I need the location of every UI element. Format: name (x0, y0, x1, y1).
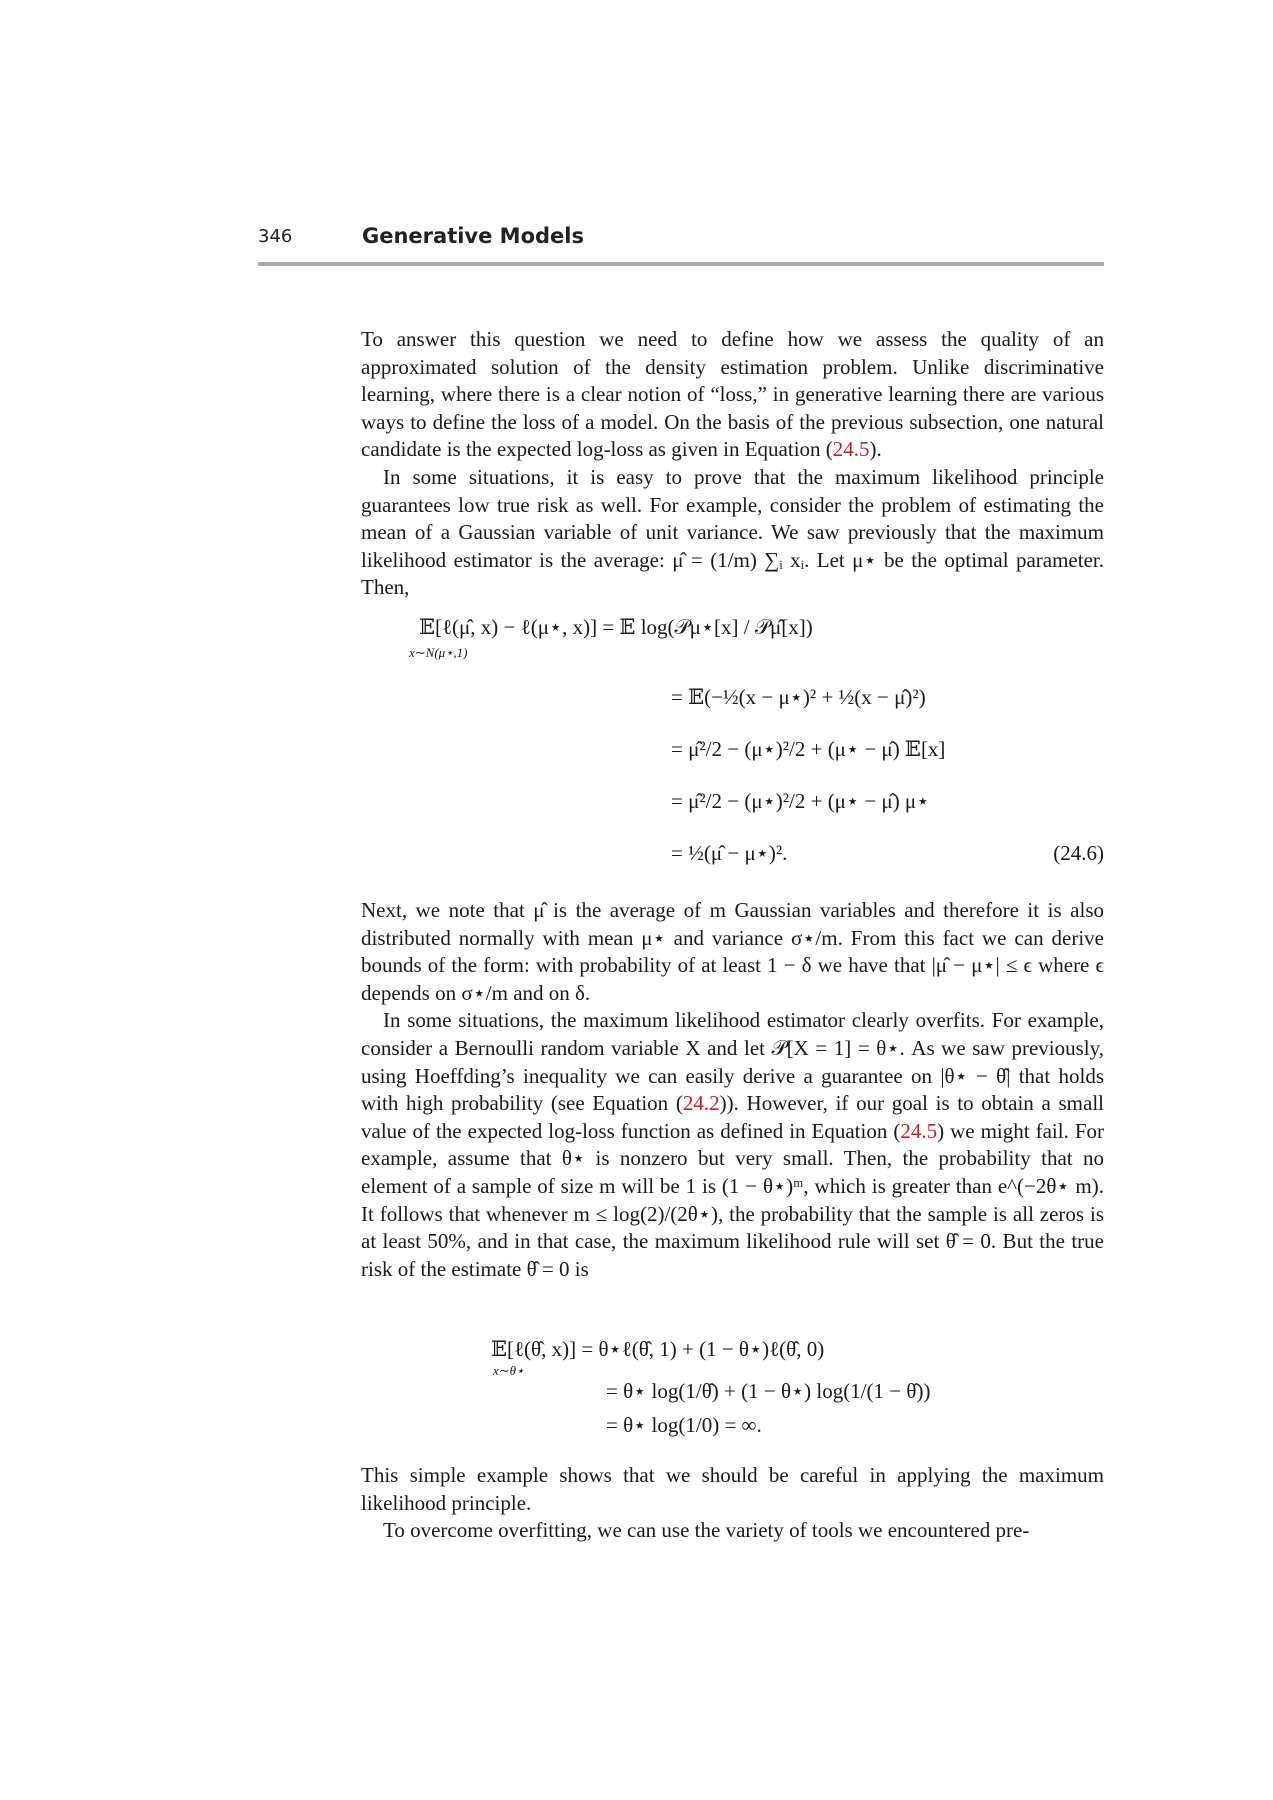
equation-line-4: = μ̂²/2 − (μ⋆)²/2 + (μ⋆ − μ̂) μ⋆ (671, 789, 930, 813)
risk-line-3: = θ⋆ log(1/0) = ∞. (606, 1413, 762, 1437)
risk-line-2: = θ⋆ log(1/θ̂) + (1 − θ⋆) log(1/(1 − θ̂)) (606, 1379, 931, 1403)
equation-number: (24.6) (1053, 841, 1104, 865)
paragraph-1: To answer this question we need to define how we assess the quality of an approximated solution of the density estimation problem. Unlike discriminative learning, where there is a clear notion of “loss,” in generative learning there are various ways to define the loss of a model. On the basis of the previous subsection, one natural candidate is the expected log-loss as given in Equation (24.5). (361, 327, 1104, 462)
equation-line-5: = ½(μ̂ − μ⋆)². (671, 841, 788, 865)
equation-line-1: 𝔼[ℓ(μ̂, x) − ℓ(μ⋆, x)] = 𝔼 log(𝒫μ⋆[x] / 𝒫μ̂[x]) (419, 615, 813, 639)
equation-24-6 (361, 615, 1104, 885)
equation-risk (361, 1337, 1104, 1447)
running-title: Generative Models (362, 224, 584, 248)
running-header (258, 222, 1104, 266)
expectation-subscript: x∼N(μ⋆,1) (409, 645, 468, 660)
equation-ref-link[interactable]: 24.5 (900, 1118, 938, 1143)
paragraph-2: In some situations, it is easy to prove that the maximum likelihood principle guarantees low true risk as well. For example, consider the problem of estimating the mean of a Gaussian variable of unit variance. We saw previously that the maximum likelihood estimator is the average: μ̂ = (1/m) ∑ᵢ xᵢ. Let μ⋆ be the optimal parameter. Then, (361, 464, 1104, 600)
equation-line-3: = μ̂²/2 − (μ⋆)²/2 + (μ⋆ − μ̂) 𝔼[x] (671, 737, 946, 761)
paragraph-5: This simple example shows that we should be careful in applying the maximum likelihood principle. (361, 1463, 1104, 1515)
equation-ref-link[interactable]: 24.2 (682, 1091, 720, 1116)
risk-line-1: 𝔼[ℓ(θ̂, x)] = θ⋆ℓ(θ̂, 1) + (1 − θ⋆)ℓ(θ̂, 0) (491, 1337, 825, 1361)
equation-ref-link[interactable]: 24.5 (832, 437, 870, 462)
page-number: 346 (258, 226, 293, 247)
paragraph-6: To overcome overfitting, we can use the variety of tools we encountered pre- (383, 1518, 1030, 1543)
text-block-end (361, 1462, 1104, 1545)
text-block-intro (361, 326, 1104, 602)
text-block-middle (361, 897, 1104, 1283)
expectation-subscript: x∼θ⋆ (493, 1363, 525, 1378)
paragraph-3: Next, we note that μ̂ is the average of m Gaussian variables and therefore it is also distributed normally with mean μ⋆ and variance σ⋆/m. From this fact we can derive bounds of the form: with probability of at least 1 − δ we have that |μ̂ − μ⋆| ≤ ϵ where ϵ depends on σ⋆/m and on δ. (361, 898, 1104, 1005)
paragraph-4: In some situations, the maximum likelihood estimator clearly overfits. For example, consider a Bernoulli random variable X and let 𝒫[X = 1] = θ⋆. As we saw previously, using Hoeffding’s inequality we can easily derive a guarantee on |θ⋆ − θ̂| that holds with high probability (see Equation (24.2)). However, if our goal is to obtain a small value of the expected log-loss function as defined in Equation (24.5) we might fail. For example, assume that θ⋆ is nonzero but very small. Then, the probability that no element of a sample of size m will be 1 is (1 − θ⋆)ᵐ, which is greater than e^(−2θ⋆ m). It follows that whenever m ≤ log(2)/(2θ⋆), the probability that the sample is all zeros is at least 50%, and in that case, the maximum likelihood rule will set θ̂ = 0. But the true risk of the estimate θ̂ = 0 is (361, 1008, 1105, 1281)
equation-line-2: = 𝔼(−½(x − μ⋆)² + ½(x − μ̂)²) (671, 685, 926, 709)
